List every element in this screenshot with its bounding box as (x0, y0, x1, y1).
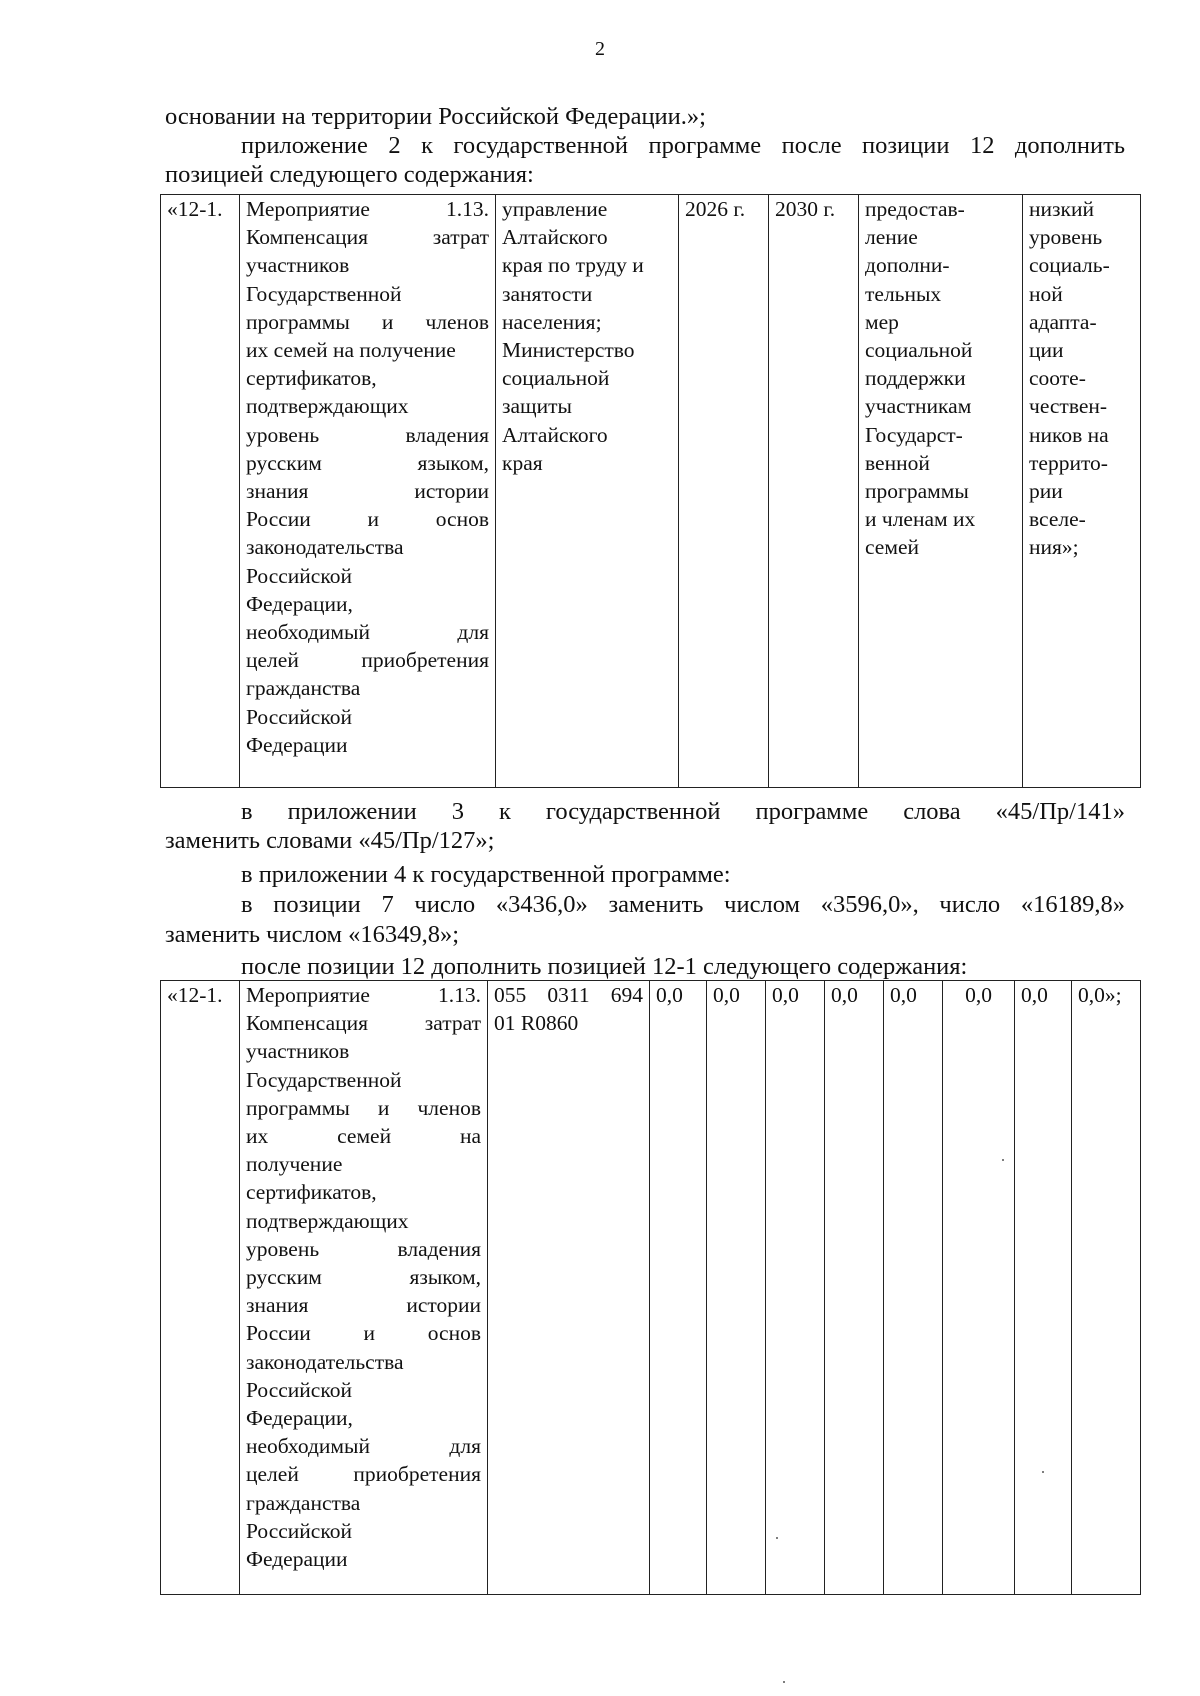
paragraph-appendix-4: в приложении 4 к государственной программе: (241, 861, 731, 888)
position-number: «12-1. (161, 981, 240, 1595)
cell-line: русским языком, (246, 450, 489, 475)
cell-line: края (502, 450, 543, 475)
cell-line: Алтайского (502, 422, 608, 447)
cell-line: программы и членов (246, 309, 489, 334)
appendix-4-table (160, 980, 1141, 1595)
cell-line: Российской (246, 1377, 352, 1402)
cell-line: Компенсация затрат (246, 225, 489, 250)
cell-line: России и основ (246, 507, 489, 532)
cell-line: сооте- (1029, 366, 1086, 391)
cell-line: Мероприятие 1.13. (246, 983, 481, 1007)
cell-line: гражданства (246, 676, 361, 701)
cell-line: сертификатов, (246, 1180, 377, 1205)
cell-line: русским языком, (246, 1265, 481, 1290)
cell-line: края по труду и (502, 253, 644, 278)
cell-line: Российской (246, 563, 352, 588)
cell-line: знания истории (246, 479, 489, 504)
cell-line: программы и членов (246, 1095, 481, 1120)
cell-line: ции (1029, 338, 1064, 363)
cell-line: Государственной (246, 281, 402, 306)
end-year: 2030 г. (769, 195, 859, 788)
table-row (161, 981, 1141, 1595)
value-cell: 0,0 (707, 981, 766, 1595)
paragraph-position-7: в позиции 7 число «3436,0» заменить числом «3596,0», число «16189,8» (241, 891, 1125, 918)
expected-result (859, 195, 1023, 788)
paragraph-continuation: основании на территории Российской Федерации.»; (165, 103, 706, 130)
cell-line: законодательства (246, 1349, 404, 1374)
scan-speck (776, 1537, 778, 1539)
appendix-2-table (160, 194, 1141, 788)
cell-line: 055 0311 694 (494, 983, 643, 1007)
cell-line: сертификатов, (246, 366, 377, 391)
cell-line: социальной (865, 338, 973, 363)
cell-line: целей приобретения (246, 648, 489, 673)
value-cell: 0,0»; (1072, 981, 1141, 1595)
budget-code (488, 981, 650, 1595)
cell-line: уровень владения (246, 422, 489, 447)
paragraph-after-12: после позиции 12 дополнить позицией 12-1 следующего содержания: (241, 953, 968, 980)
cell-line: ной (1029, 281, 1063, 306)
cell-line: Компенсация затрат (246, 1011, 481, 1036)
cell-line: знания истории (246, 1293, 481, 1318)
scan-speck (1042, 1471, 1044, 1473)
cell-line: Государст- (865, 422, 963, 447)
cell-line: гражданства (246, 1490, 361, 1515)
cell-line: уровень (1029, 225, 1103, 250)
cell-line: вселе- (1029, 507, 1086, 532)
cell-line: управление (502, 197, 608, 221)
cell-line: подтверждающих (246, 1208, 409, 1233)
paragraph-position-7-cont: заменить числом «16349,8»; (165, 921, 460, 948)
cell-line: венной (865, 450, 930, 475)
cell-line: рии (1029, 479, 1063, 504)
cell-line: Мероприятие 1.13. (246, 197, 489, 221)
cell-line: тельных (865, 281, 942, 306)
event-name (240, 195, 496, 788)
cell-line: целей приобретения (246, 1462, 481, 1487)
cell-line: низкий (1029, 197, 1094, 221)
cell-line: законодательства (246, 535, 404, 560)
cell-line: программы (865, 479, 969, 504)
cell-line: Министерство (502, 338, 635, 363)
cell-line: социальной (502, 366, 610, 391)
event-name (240, 981, 488, 1595)
cell-line: защиты (502, 394, 572, 419)
executor (496, 195, 679, 788)
cell-line: поддержки (865, 366, 966, 391)
cell-line: предостав- (865, 197, 965, 221)
table-row (161, 195, 1141, 788)
cell-line: участникам (865, 394, 972, 419)
cell-line: семей (865, 535, 920, 560)
value-cell: 0,0 (943, 981, 1015, 1595)
value-cell: 0,0 (650, 981, 707, 1595)
cell-line: получение (246, 1152, 343, 1177)
cell-line: необходимый для (246, 620, 489, 645)
cell-line: ников на (1029, 422, 1109, 447)
cell-line: дополни- (865, 253, 950, 278)
value-cell: 0,0 (766, 981, 825, 1595)
paragraph-appendix-2: приложение 2 к государственной программе после позиции 12 дополнить (241, 132, 1125, 159)
scan-speck (783, 1681, 785, 1683)
paragraph-appendix-2-cont: позицией следующего содержания: (165, 161, 534, 188)
cell-line: адапта- (1029, 309, 1097, 334)
value-cell: 0,0 (884, 981, 943, 1595)
cell-line: Федерации (246, 732, 348, 757)
cell-line: подтверждающих (246, 394, 409, 419)
cell-line: Российской (246, 1518, 352, 1543)
cell-line: социаль- (1029, 253, 1110, 278)
cell-line: ление (865, 225, 918, 250)
cell-line: Алтайского (502, 225, 608, 250)
cell-line: уровень владения (246, 1236, 481, 1261)
cell-line: их семей на (246, 1124, 481, 1149)
cell-line: населения; (502, 309, 602, 334)
cell-line: Федерации, (246, 1406, 353, 1431)
value-cell: 0,0 (1015, 981, 1072, 1595)
cell-line: участников (246, 1039, 350, 1064)
cell-line: их семей на получение (246, 338, 456, 363)
cell-line: мер (865, 309, 899, 334)
position-number: «12-1. (161, 195, 240, 788)
paragraph-appendix-3: в приложении 3 к государственной программе слова «45/Пр/141» (241, 798, 1125, 825)
scan-speck (1002, 1159, 1004, 1161)
cell-line: террито- (1029, 450, 1108, 475)
cell-line: России и основ (246, 1321, 481, 1346)
cell-line: участников (246, 253, 350, 278)
cell-line: и членам их (865, 507, 976, 532)
page-number: 2 (595, 38, 605, 60)
cell-line: Российской (246, 704, 352, 729)
cell-line: необходимый для (246, 1434, 481, 1459)
cell-line: ния»; (1029, 535, 1079, 560)
cell-line: Федерации, (246, 591, 353, 616)
cell-line: 01 R0860 (494, 1011, 579, 1036)
cell-line: чествен- (1029, 394, 1108, 419)
cell-line: Федерации (246, 1547, 348, 1572)
start-year: 2026 г. (679, 195, 769, 788)
value-cell: 0,0 (825, 981, 884, 1595)
cell-line: занятости (502, 281, 593, 306)
paragraph-appendix-3-cont: заменить словами «45/Пр/127»; (165, 827, 495, 854)
risk (1023, 195, 1141, 788)
cell-line: Государственной (246, 1067, 402, 1092)
